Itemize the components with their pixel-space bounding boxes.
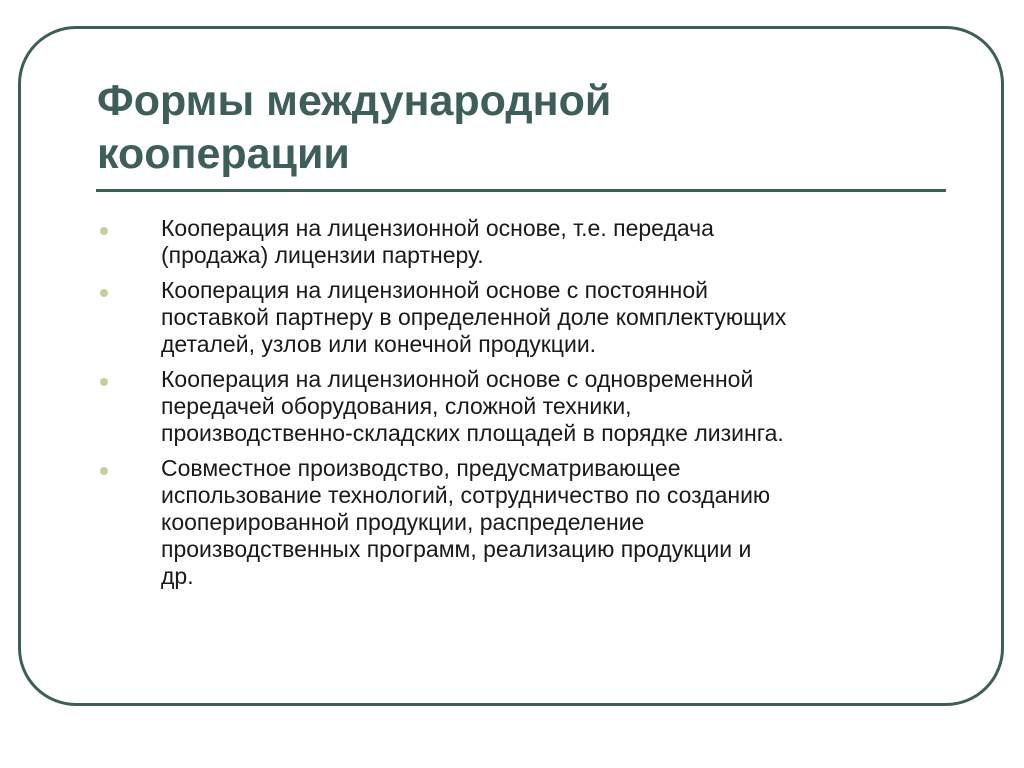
slide-title: Формы международной кооперации bbox=[97, 77, 612, 178]
list-item bbox=[90, 215, 890, 269]
bullet-text: Кооперация на лицензионной основе, т.е. передача (продажа) лицензии партнеру. bbox=[161, 215, 714, 268]
bullet-dot-icon bbox=[100, 227, 108, 235]
title-divider bbox=[96, 189, 946, 192]
bullet-dot-icon bbox=[100, 378, 108, 386]
bullet-dot-icon bbox=[100, 467, 108, 475]
bullet-text: Совместное производство, предусматривающее использование технологий, сотрудничество по созданию кооперированной продукции, распределение производственных программ, реализацию продукции и др. bbox=[161, 455, 771, 589]
list-item bbox=[90, 366, 890, 447]
list-item bbox=[90, 455, 890, 590]
list-item bbox=[90, 277, 890, 358]
bullet-text: Кооперация на лицензионной основе с одновременной передачей оборудования, сложной техники, производственно-складских площадей в порядке лизинга. bbox=[161, 366, 784, 446]
bullet-list bbox=[90, 215, 890, 598]
bullet-dot-icon bbox=[100, 289, 108, 297]
bullet-text: Кооперация на лицензионной основе с постоянной поставкой партнеру в определенной доле комплектующих деталей, узлов или конечной продукции. bbox=[161, 277, 787, 357]
